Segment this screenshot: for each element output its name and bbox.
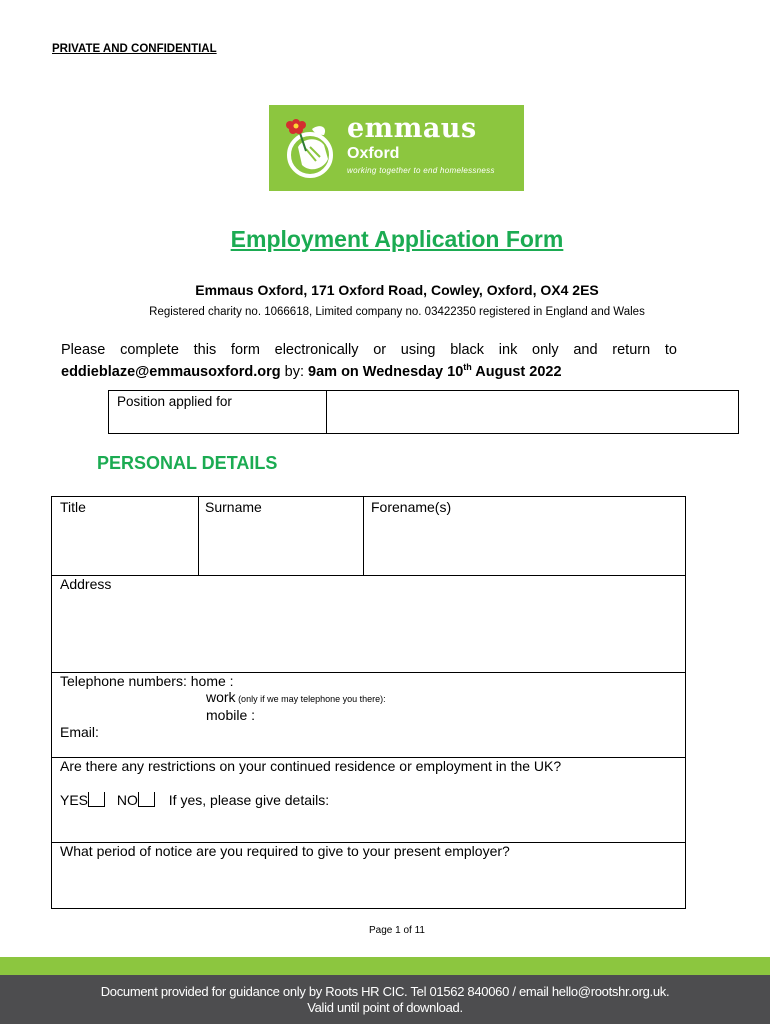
footer-green-band (0, 957, 770, 975)
email-label: Email: (60, 724, 99, 740)
notice-question: What period of notice are you required to give to your present employer? (60, 843, 510, 859)
footer-line1: Document provided for guidance only by Roots HR CIC. Tel 01562 840060 / email hello@rootshr.org.uk. (100, 984, 670, 999)
forenames-field[interactable] (364, 497, 685, 575)
confidential-label: PRIVATE AND CONFIDENTIAL (52, 43, 217, 55)
details-label: If yes, please give details: (168, 792, 330, 808)
instructions-line1: Please complete this form electronically or using black ink only and return to (61, 342, 677, 358)
page-number: Page 1 of 11 (369, 925, 425, 936)
no-label: NO (116, 792, 138, 808)
restrictions-options (60, 792, 329, 808)
instructions-line2 (61, 359, 562, 381)
yes-label: YES (60, 792, 89, 808)
instructions-by: by: (280, 363, 309, 380)
surname-label: Surname (205, 499, 262, 515)
address-label: Address (60, 576, 112, 592)
organisation-address: Emmaus Oxford, 171 Oxford Road, Cowley, Oxford, OX4 2ES (195, 282, 599, 298)
logo-city: Oxford (347, 145, 400, 162)
position-label: Position applied for (109, 391, 327, 433)
yes-checkbox[interactable] (88, 792, 105, 807)
title-field[interactable] (52, 497, 198, 575)
footer-disclaimer (0, 975, 770, 1024)
forenames-label: Forename(s) (371, 499, 452, 515)
restrictions-field (52, 758, 685, 842)
telephone-label: Telephone numbers: home : (60, 673, 234, 689)
work-label: work (only if we may telephone you there): (206, 689, 386, 705)
return-email[interactable]: eddieblaze@emmausoxford.org (61, 363, 281, 380)
logo-tagline: working together to end homelessness (347, 166, 495, 175)
deadline: 9am on Wednesday 10th August 2022 (308, 362, 562, 380)
logo-wordmark: emmaus (347, 113, 477, 144)
emmaus-oxford-logo (269, 105, 524, 191)
mobile-label: mobile : (206, 707, 256, 723)
notice-period-field[interactable] (52, 843, 685, 908)
registration-line: Registered charity no. 1066618, Limited company no. 03422350 registered in England and Wales (149, 306, 645, 318)
restrictions-question: Are there any restrictions on your continued residence or employment in the UK? (60, 758, 562, 774)
form-title: Employment Application Form (230, 226, 564, 252)
position-input[interactable] (328, 391, 738, 433)
personal-details-table (51, 496, 686, 909)
position-table (108, 390, 739, 434)
contact-details-field[interactable] (52, 673, 685, 757)
surname-field[interactable] (199, 497, 363, 575)
address-field[interactable] (52, 576, 685, 672)
personal-details-heading: PERSONAL DETAILS (97, 453, 278, 473)
no-checkbox[interactable] (138, 792, 155, 807)
logo-hand-flower-icon (284, 113, 344, 185)
title-label: Title (60, 499, 86, 515)
footer-line2: Valid until point of download. (307, 1000, 463, 1015)
